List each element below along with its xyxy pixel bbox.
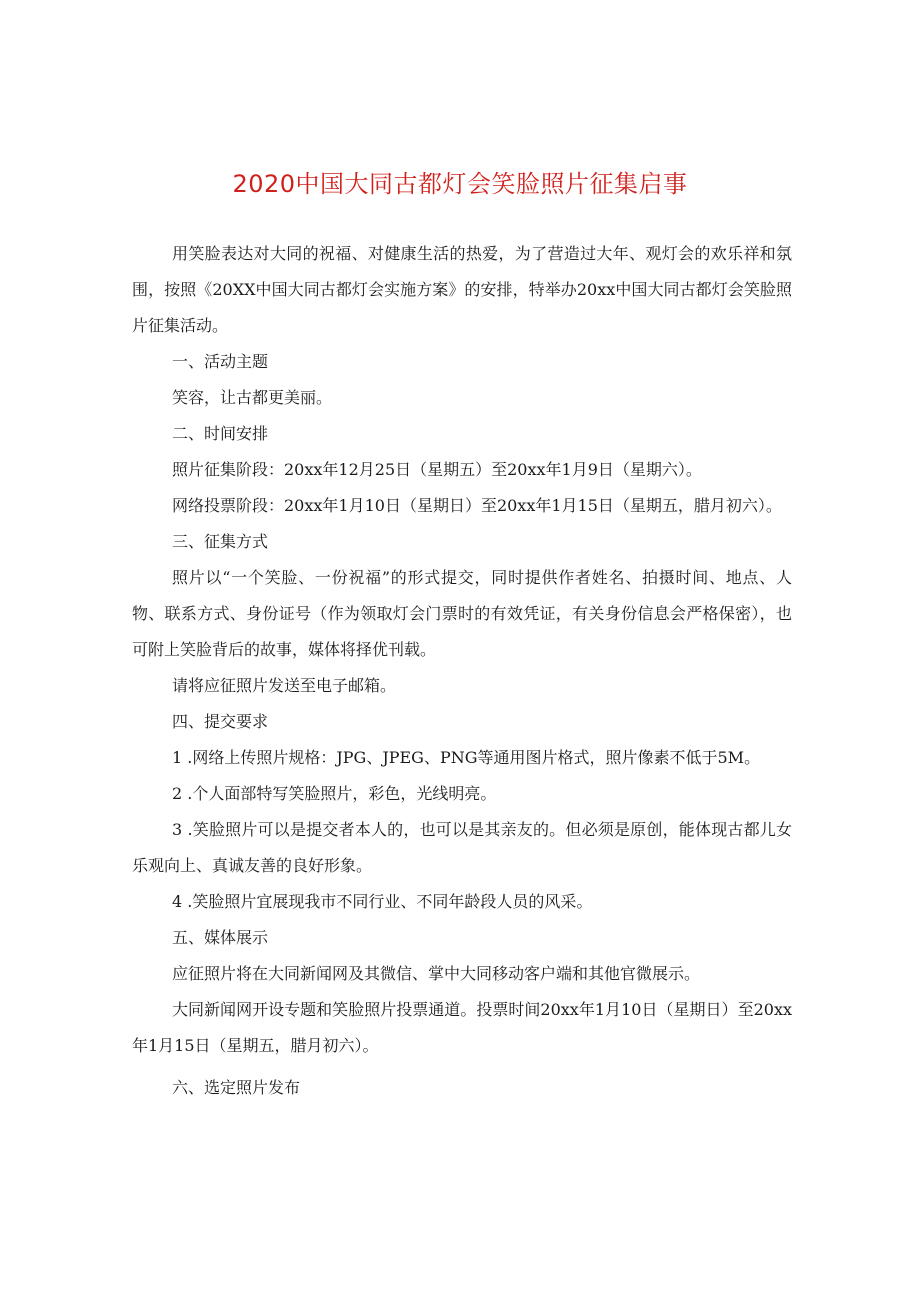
document-title: 2020中国大同古都灯会笑脸照片征集启事 (232, 170, 688, 198)
section-heading-media: 五、媒体展示 (172, 928, 269, 947)
section-heading-theme: 一、活动主题 (172, 352, 269, 371)
schedule-collection: 照片征集阶段：20xx年12月25日（星期五）至20xx年1月9日（星期六）。 (172, 460, 702, 479)
media-voting: 大同新闻网开设专题和笑脸照片投票通道。投票时间20xx年1月10日（星期日）至20xx年1月15日（星期五，腊月初六）。 (132, 1000, 792, 1055)
method-text: 照片以“一个笑脸、一份祝福”的形式提交，同时提供作者姓名、拍摄时间、地点、人物、联系方式、身份证号（作为领取灯会门票时的有效凭证，有关身份信息会严格保密），也可附上笑脸背后的故事，媒体将择优刊载。 (132, 568, 792, 659)
requirement-item: 3 .笑脸照片可以是提交者本人的，也可以是其亲友的。但必须是原创，能体现古都儿女乐观向上、真诚友善的良好形象。 (132, 820, 792, 875)
section-heading-publish: 六、选定照片发布 (172, 1078, 301, 1097)
requirement-item: 1 .网络上传照片规格：JPG、JPEG、PNG等通用图片格式，照片像素不低于5M。 (172, 748, 761, 767)
schedule-voting: 网络投票阶段：20xx年1月10日（星期日）至20xx年1月15日（星期五，腊月初六）。 (172, 496, 782, 515)
intro-paragraph: 用笑脸表达对大同的祝福、对健康生活的热爱，为了营造过大年、观灯会的欢乐祥和氛围，按照《20XX中国大同古都灯会实施方案》的安排，特举办20xx中国大同古都灯会笑脸照片征集活动。 (132, 244, 792, 335)
theme-text: 笑容，让古都更美丽。 (172, 388, 333, 407)
requirement-item: 4 .笑脸照片宜展现我市不同行业、不同年龄段人员的风采。 (172, 892, 593, 911)
section-heading-schedule: 二、时间安排 (172, 424, 269, 443)
method-email: 请将应征照片发送至电子邮箱。 (172, 676, 397, 695)
requirement-item: 2 .个人面部特写笑脸照片，彩色，光线明亮。 (172, 784, 497, 803)
section-heading-method: 三、征集方式 (172, 532, 269, 551)
media-text: 应征照片将在大同新闻网及其微信、掌中大同移动客户端和其他官微展示。 (172, 964, 701, 983)
section-heading-requirements: 四、提交要求 (172, 712, 269, 731)
document-body (132, 236, 792, 1106)
